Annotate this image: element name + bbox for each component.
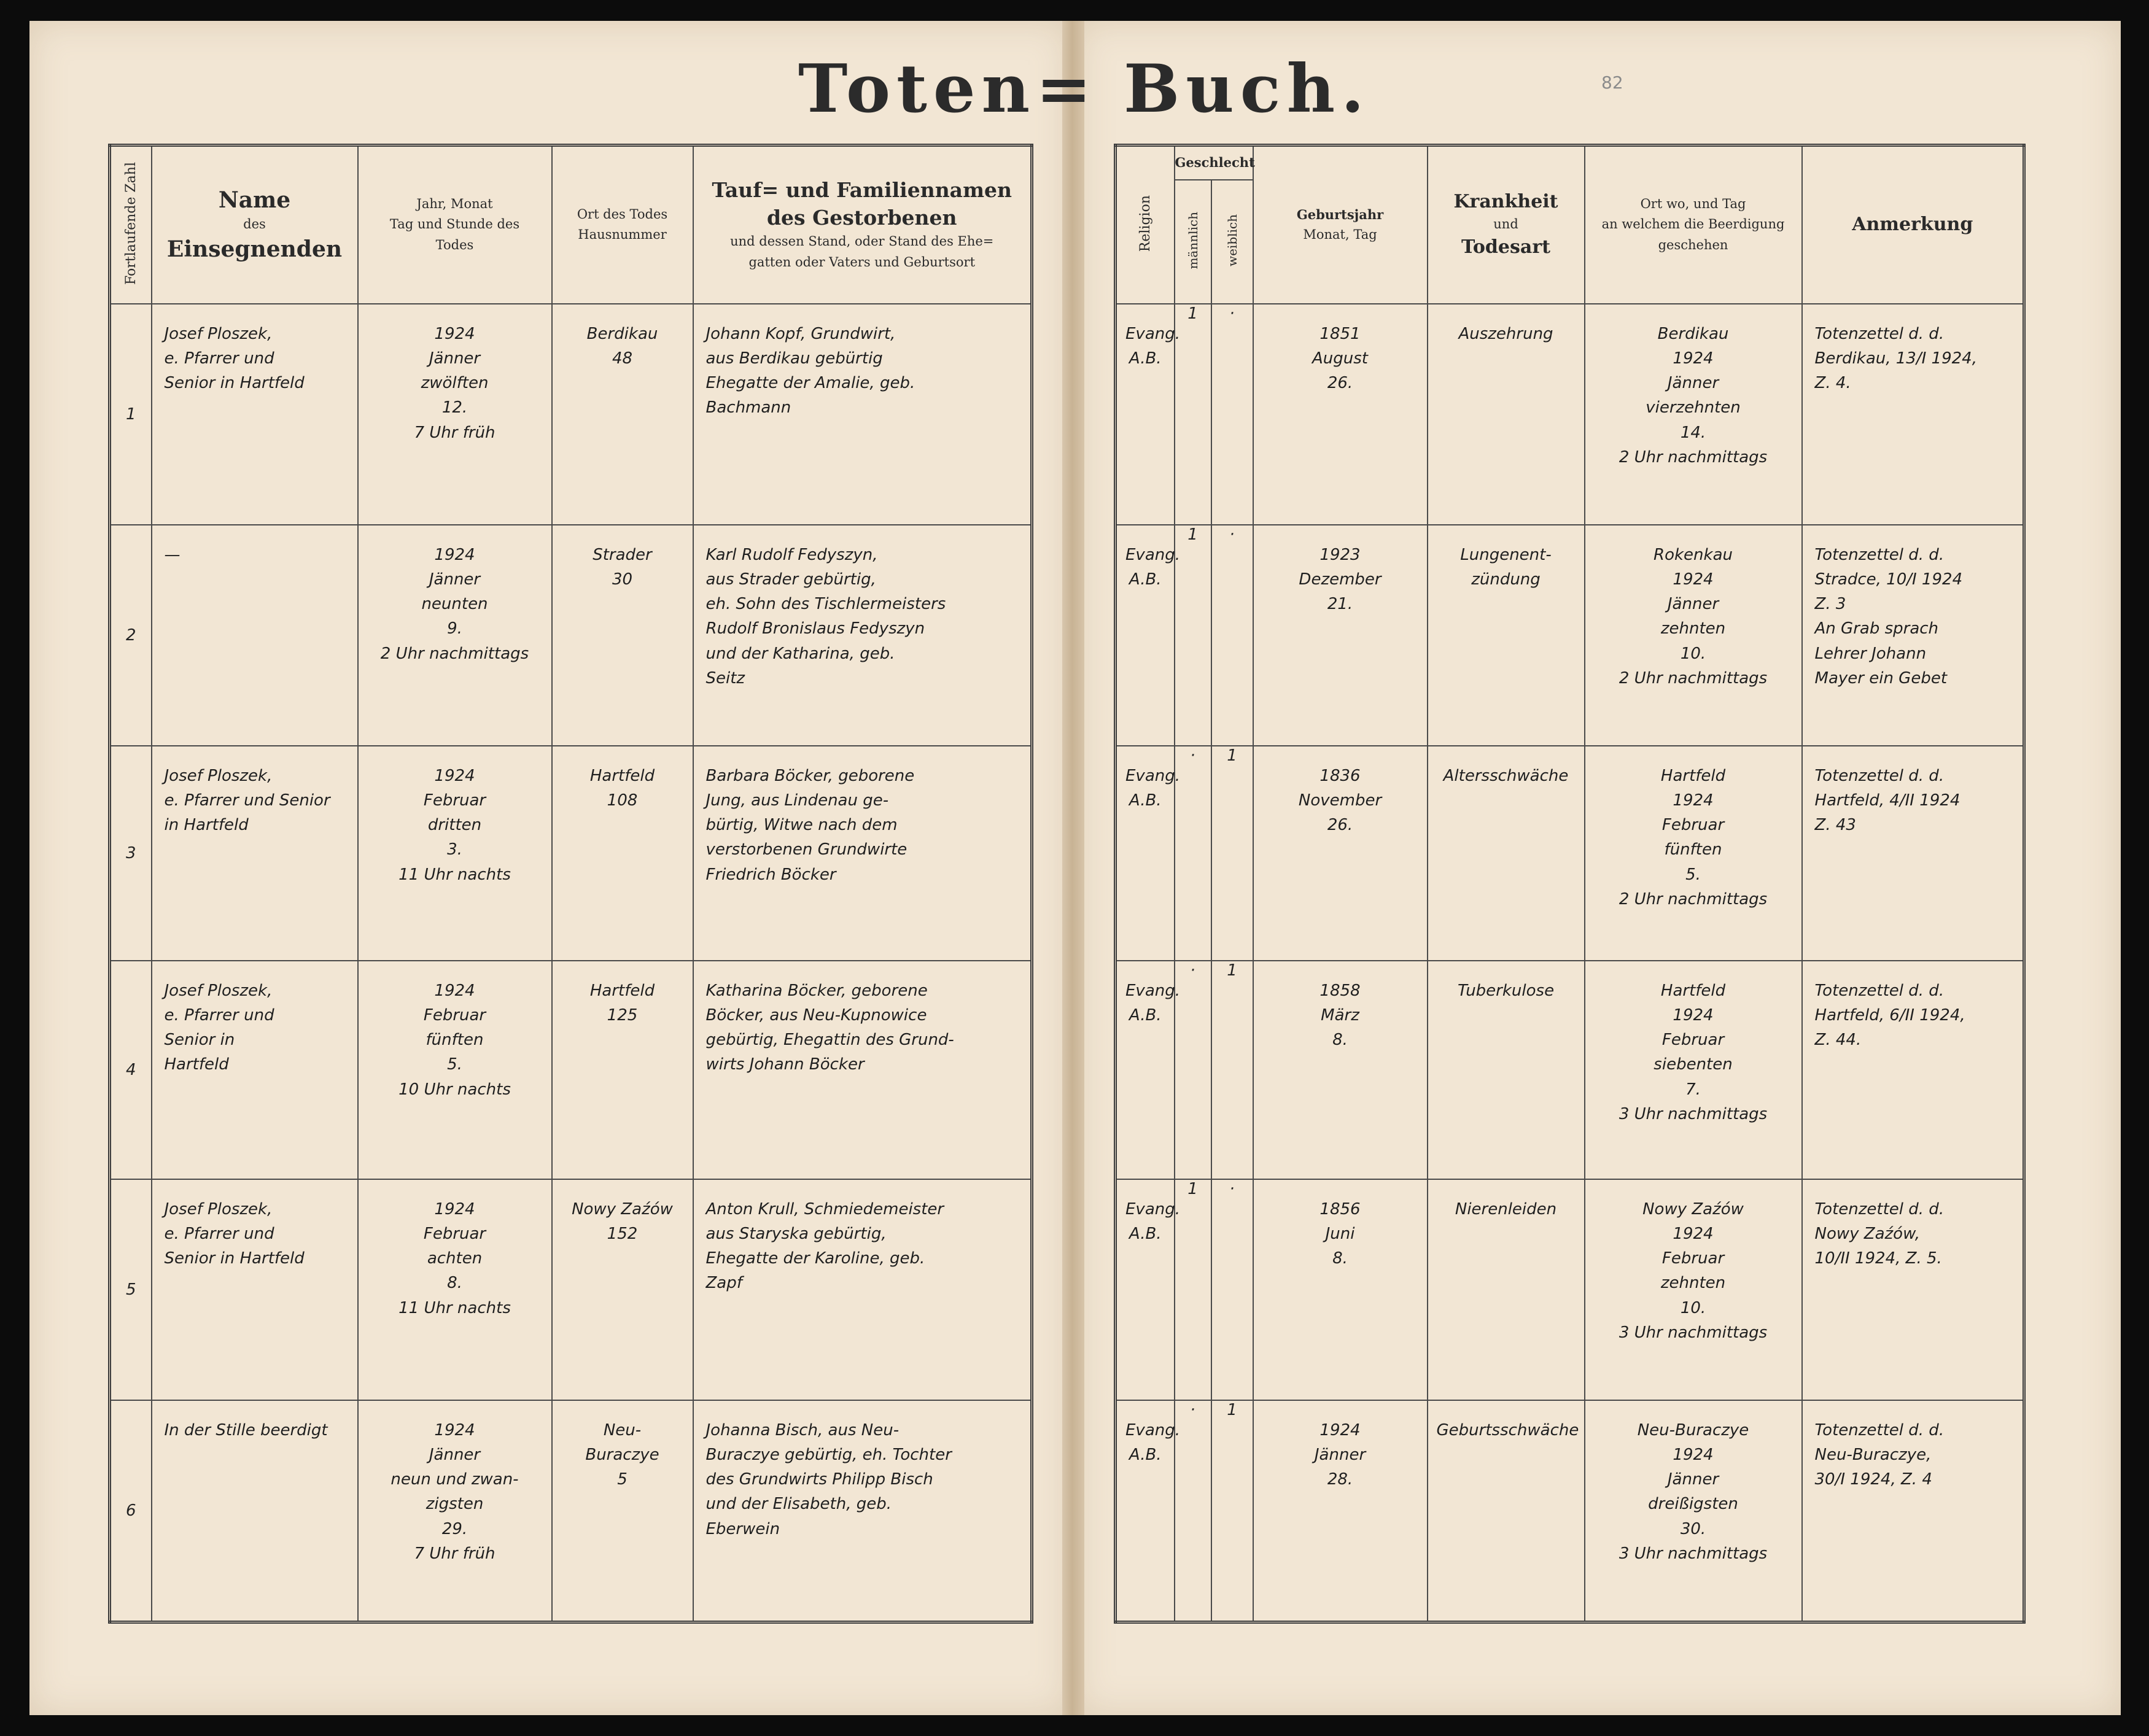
death-date-cell — [358, 304, 552, 525]
religion-cell — [1116, 1400, 1180, 1622]
female-mark: · — [1211, 304, 1253, 525]
death-date-cell-line: achten — [427, 1249, 483, 1268]
header-beerdigung: Ort wo, und Tag an welchem die Beerdigung geschehen — [1585, 145, 1802, 304]
religion-cell — [1116, 1179, 1180, 1400]
death-date-cell-line: 7 Uhr früh — [414, 423, 495, 442]
entry-number: 5 — [110, 1179, 152, 1400]
remark-cell — [1802, 746, 2024, 961]
birth-date-cell-line: Dezember — [1299, 570, 1382, 589]
deceased-name-cell-line: und der Katharina, geb. — [705, 644, 895, 663]
death-date-cell-line: 29. — [441, 1519, 468, 1538]
birth-date-cell-line: November — [1298, 791, 1382, 810]
religion-cell-line: A.B. — [1129, 791, 1162, 810]
deceased-name-cell-line: Ehegatte der Karoline, geb. — [705, 1249, 925, 1268]
cause-of-death-cell — [1428, 304, 1585, 525]
remark-cell-line: 30/I 1924, Z. 4 — [1814, 1470, 1932, 1489]
page-number: 82 — [1601, 72, 1623, 93]
title-right: Buch. — [1124, 50, 1370, 128]
burial-cell-line: 2 Uhr nachmittags — [1619, 889, 1768, 909]
burial-cell-line: 3 Uhr nachmittags — [1619, 1323, 1768, 1342]
religion-cell-line: Evang. — [1125, 1199, 1180, 1219]
death-date-cell-line: Februar — [423, 1224, 486, 1243]
burial-cell — [1585, 1179, 1802, 1400]
burial-cell-line: 3 Uhr nachmittags — [1619, 1544, 1768, 1563]
burial-cell-line: 10. — [1680, 644, 1706, 663]
death-date-cell — [358, 525, 552, 746]
einsegnender-cell-line: e. Pfarrer und — [164, 349, 274, 368]
death-date-cell-line: 8. — [447, 1274, 462, 1293]
cause-of-death-cell — [1428, 961, 1585, 1179]
male-mark: · — [1175, 1400, 1211, 1622]
register-table-left — [108, 144, 1033, 1624]
death-date-cell-line: 1924 — [434, 324, 475, 343]
cause-of-death-cell-line: Auszehrung — [1458, 324, 1553, 343]
burial-cell-line: Februar — [1661, 1031, 1725, 1050]
burial-cell-line: 7. — [1685, 1080, 1701, 1099]
deceased-name-cell-line: Seitz — [705, 668, 745, 688]
death-place-cell-line: Nowy Zaźów — [572, 1199, 673, 1219]
remark-cell-line: Hartfeld, 4/II 1924 — [1814, 791, 1961, 810]
death-date-cell-line: fünften — [426, 1031, 484, 1050]
header-religion: Religion — [1116, 145, 1175, 304]
death-date-cell-line: 1924 — [434, 981, 475, 1000]
religion-cell-line: A.B. — [1129, 1006, 1162, 1025]
birth-date-cell — [1253, 1179, 1428, 1400]
einsegnender-cell — [152, 304, 358, 525]
einsegnender-cell-line: in Hartfeld — [164, 816, 249, 835]
table-row — [1116, 525, 2024, 746]
death-place-cell-line: Berdikau — [586, 324, 658, 343]
deceased-name-cell-line: Anton Krull, Schmiedemeister — [705, 1199, 944, 1219]
religion-cell-line: Evang. — [1125, 1420, 1180, 1440]
burial-cell-line: Jänner — [1667, 595, 1719, 614]
death-place-cell-line: Hartfeld — [589, 981, 655, 1000]
title-left: Toten= — [798, 50, 1098, 128]
deceased-name-cell — [693, 304, 1032, 525]
birth-date-cell-line: 1858 — [1319, 981, 1361, 1000]
death-place-cell — [552, 746, 693, 961]
deceased-name-cell — [693, 525, 1032, 746]
burial-cell — [1585, 304, 1802, 525]
einsegnender-cell — [152, 525, 358, 746]
header-tauf: Tauf= und Familiennamen des Gestorbenen und dessen Stand, oder Stand des Ehe= gatten oder Vaters und Geburtsort — [693, 145, 1032, 304]
religion-cell — [1116, 304, 1180, 525]
death-date-cell — [358, 746, 552, 961]
burial-cell-line: Februar — [1661, 1249, 1725, 1268]
burial-cell-line: Jänner — [1667, 1470, 1719, 1489]
burial-cell-line: 14. — [1680, 423, 1706, 442]
religion-cell-line: Evang. — [1125, 981, 1180, 1000]
deceased-name-cell-line: Zapf — [705, 1274, 742, 1293]
deceased-name-cell-line: Johann Kopf, Grundwirt, — [705, 324, 896, 343]
entry-number: 3 — [110, 746, 152, 961]
death-date-cell — [358, 1179, 552, 1400]
cause-of-death-cell-line: Tuberkulose — [1457, 981, 1555, 1000]
entry-number: 4 — [110, 961, 152, 1179]
female-mark: · — [1211, 1179, 1253, 1400]
death-place-cell — [552, 1179, 693, 1400]
female-mark: 1 — [1211, 1400, 1253, 1622]
einsegnender-cell — [152, 961, 358, 1179]
birth-date-cell-line: März — [1321, 1006, 1359, 1025]
birth-date-cell-line: 26. — [1327, 374, 1353, 393]
birth-date-cell-line: 1836 — [1319, 766, 1361, 785]
burial-cell-line: zehnten — [1660, 619, 1726, 638]
death-date-cell-line: 7 Uhr früh — [414, 1544, 495, 1563]
remark-cell-line: Totenzettel d. d. — [1814, 1199, 1945, 1219]
remark-cell-line: Z. 44. — [1814, 1031, 1862, 1050]
death-place-cell-line: 5 — [617, 1470, 628, 1489]
remark-cell-line: Totenzettel d. d. — [1814, 981, 1945, 1000]
birth-date-cell — [1253, 304, 1428, 525]
birth-date-cell-line: 8. — [1332, 1031, 1348, 1050]
death-date-cell-line: 1924 — [434, 766, 475, 785]
header-krankheit: Krankheit und Todesart — [1428, 145, 1585, 304]
cause-of-death-cell-line: Altersschwäche — [1443, 766, 1569, 785]
remark-cell-line: 10/II 1924, Z. 5. — [1814, 1249, 1942, 1268]
remark-cell-line: Z. 3 — [1814, 595, 1846, 614]
burial-cell-line: Jänner — [1667, 374, 1719, 393]
death-date-cell-line: 1924 — [434, 545, 475, 564]
burial-cell-line: 1924 — [1673, 349, 1714, 368]
religion-cell — [1116, 746, 1180, 961]
table-row — [110, 746, 1032, 961]
einsegnender-cell-line: Josef Ploszek, — [164, 324, 273, 343]
male-mark: 1 — [1175, 525, 1211, 746]
birth-date-cell-line: 1924 — [1319, 1420, 1361, 1440]
header-fortlaufende-zahl: Fortlaufende Zahl — [110, 145, 152, 304]
deceased-name-cell-line: verstorbenen Grundwirte — [705, 840, 907, 859]
burial-cell-line: 1924 — [1673, 570, 1714, 589]
burial-cell-line: 1924 — [1673, 1224, 1714, 1243]
burial-cell-line: Berdikau — [1657, 324, 1729, 343]
death-date-cell-line: 1924 — [434, 1420, 475, 1440]
birth-date-cell-line: 1923 — [1319, 545, 1361, 564]
table-row — [110, 1400, 1032, 1622]
remark-cell-line: Stradce, 10/I 1924 — [1814, 570, 1963, 589]
death-place-cell-line: Strader — [593, 545, 652, 564]
header-jahr: Jahr, Monat Tag und Stunde des Todes — [358, 145, 552, 304]
burial-cell-line: 1924 — [1673, 791, 1714, 810]
religion-cell-line: A.B. — [1129, 1224, 1162, 1243]
deceased-name-cell-line: Ehegatte der Amalie, geb. — [705, 374, 915, 393]
remark-cell-line: Totenzettel d. d. — [1814, 324, 1945, 343]
death-place-cell-line: Neu- — [603, 1420, 642, 1440]
deceased-name-cell-line: Jung, aus Lindenau ge- — [705, 791, 889, 810]
burial-cell-line: 3 Uhr nachmittags — [1619, 1104, 1768, 1123]
deceased-name-cell-line: aus Staryska gebürtig, — [705, 1224, 887, 1243]
deceased-name-cell — [693, 1179, 1032, 1400]
burial-cell-line: fünften — [1664, 840, 1722, 859]
header-row-left — [110, 145, 1032, 304]
table-row — [110, 525, 1032, 746]
burial-cell-line: Hartfeld — [1660, 766, 1726, 785]
cause-of-death-cell — [1428, 525, 1585, 746]
register-table-right — [1114, 144, 2026, 1624]
cause-of-death-cell-line: zündung — [1471, 570, 1541, 589]
death-place-cell-line: 48 — [612, 349, 633, 368]
deceased-name-cell-line: und der Elisabeth, geb. — [705, 1495, 892, 1514]
burial-cell-line: Rokenkau — [1654, 545, 1733, 564]
cause-of-death-cell — [1428, 746, 1585, 961]
death-date-cell-line: Jänner — [429, 1445, 481, 1464]
female-mark: 1 — [1211, 746, 1253, 961]
death-place-cell-line: 125 — [607, 1006, 638, 1025]
death-date-cell-line: 1924 — [434, 1199, 475, 1219]
death-date-cell-line: zwölften — [421, 374, 489, 393]
header-geschlecht: Geschlecht — [1175, 145, 1253, 180]
header-name: Name des Einsegnenden — [152, 145, 358, 304]
remark-cell — [1802, 304, 2024, 525]
death-date-cell-line: 2 Uhr nachmittags — [380, 644, 529, 663]
deceased-name-cell-line: Barbara Böcker, geborene — [705, 766, 915, 785]
death-place-cell-line: Hartfeld — [589, 766, 655, 785]
birth-date-cell-line: 28. — [1327, 1470, 1353, 1489]
table-row — [1116, 746, 2024, 961]
einsegnender-cell-line: Senior in Hartfeld — [164, 1249, 305, 1268]
death-place-cell-line: 30 — [612, 570, 633, 589]
birth-date-cell-line: 26. — [1327, 816, 1353, 835]
burial-cell-line: 2 Uhr nachmittags — [1619, 668, 1768, 688]
death-date-cell-line: 11 Uhr nachts — [398, 865, 511, 884]
deceased-name-cell-line: bürtig, Witwe nach dem — [705, 816, 898, 835]
deceased-name-cell — [693, 746, 1032, 961]
death-place-cell-line: 152 — [607, 1224, 638, 1243]
burial-cell-line: Februar — [1661, 816, 1725, 835]
male-mark: · — [1175, 746, 1211, 961]
remark-cell-line: Neu-Buraczye, — [1814, 1445, 1932, 1464]
cause-of-death-cell — [1428, 1179, 1585, 1400]
religion-cell-line: Evang. — [1125, 766, 1180, 785]
death-place-cell — [552, 961, 693, 1179]
death-date-cell-line: Jänner — [429, 349, 481, 368]
male-mark: 1 — [1175, 1179, 1211, 1400]
remark-cell-line: Z. 4. — [1814, 374, 1851, 393]
deceased-name-cell-line: wirts Johann Böcker — [705, 1055, 865, 1074]
entry-number: 1 — [110, 304, 152, 525]
death-date-cell — [358, 961, 552, 1179]
death-place-cell-line: 108 — [607, 791, 638, 810]
remark-cell-line: An Grab sprach — [1814, 619, 1939, 638]
remark-cell-line: Totenzettel d. d. — [1814, 766, 1945, 785]
deceased-name-cell-line: aus Strader gebürtig, — [705, 570, 876, 589]
burial-cell-line: 10. — [1680, 1298, 1706, 1317]
death-date-cell-line: Februar — [423, 791, 486, 810]
death-place-cell — [552, 304, 693, 525]
burial-cell-line: siebenten — [1654, 1055, 1733, 1074]
death-place-cell-line: Buraczye — [585, 1445, 659, 1464]
cause-of-death-cell-line: Geburtsschwäche — [1436, 1420, 1579, 1440]
death-date-cell-line: neun und zwan- — [391, 1470, 519, 1489]
deceased-name-cell-line: Johanna Bisch, aus Neu- — [705, 1420, 900, 1440]
birth-date-cell-line: Jänner — [1314, 1445, 1366, 1464]
death-date-cell-line: Februar — [423, 1006, 486, 1025]
deceased-name-cell-line: Karl Rudolf Fedyszyn, — [705, 545, 878, 564]
burial-cell — [1585, 746, 1802, 961]
burial-cell-line: Neu-Buraczye — [1637, 1420, 1749, 1440]
death-date-cell-line: 5. — [447, 1055, 462, 1074]
einsegnender-cell-line: — — [164, 545, 181, 564]
death-date-cell-line: 12. — [441, 398, 468, 417]
cause-of-death-cell — [1428, 1400, 1585, 1622]
burial-cell-line: dreißigsten — [1648, 1495, 1738, 1514]
death-date-cell-line: 11 Uhr nachts — [398, 1298, 511, 1317]
deceased-name-cell-line: aus Berdikau gebürtig — [705, 349, 883, 368]
religion-cell — [1116, 961, 1180, 1179]
burial-cell — [1585, 961, 1802, 1179]
death-date-cell-line: zigsten — [426, 1495, 484, 1514]
remark-cell-line: Totenzettel d. d. — [1814, 545, 1945, 564]
einsegnender-cell-line: Senior in — [164, 1031, 235, 1050]
deceased-name-cell-line: Eberwein — [705, 1519, 780, 1538]
cause-of-death-cell-line: Lungenent- — [1460, 545, 1552, 564]
remark-cell-line: Lehrer Johann — [1814, 644, 1927, 663]
deceased-name-cell-line: Friedrich Böcker — [705, 865, 836, 884]
remark-cell-line: Hartfeld, 6/II 1924, — [1814, 1006, 1965, 1025]
deceased-name-cell-line: Buraczye gebürtig, eh. Tochter — [705, 1445, 952, 1464]
religion-cell-line: A.B. — [1129, 570, 1162, 589]
birth-date-cell-line: 8. — [1332, 1249, 1348, 1268]
female-mark: 1 — [1211, 961, 1253, 1179]
deceased-name-cell-line: eh. Sohn des Tischlermeisters — [705, 595, 946, 614]
death-place-cell — [552, 525, 693, 746]
table-row — [110, 1179, 1032, 1400]
religion-cell-line: A.B. — [1129, 349, 1162, 368]
remark-cell-line: Totenzettel d. d. — [1814, 1420, 1945, 1440]
burial-cell — [1585, 525, 1802, 746]
birth-date-cell — [1253, 961, 1428, 1179]
einsegnender-cell-line: Senior in Hartfeld — [164, 374, 305, 393]
remark-cell — [1802, 1400, 2024, 1622]
table-row — [1116, 961, 2024, 1179]
burial-cell-line: 5. — [1685, 865, 1701, 884]
entry-number: 6 — [110, 1400, 152, 1622]
burial-cell-line: Hartfeld — [1660, 981, 1726, 1000]
death-date-cell-line: 3. — [447, 840, 462, 859]
einsegnender-cell-line: e. Pfarrer und Senior — [164, 791, 330, 810]
death-date-cell-line: 9. — [447, 619, 462, 638]
deceased-name-cell-line: Böcker, aus Neu-Kupnowice — [705, 1006, 927, 1025]
einsegnender-cell — [152, 1400, 358, 1622]
header-row-right-top — [1116, 145, 2024, 180]
birth-date-cell-line: 21. — [1327, 595, 1353, 614]
burial-cell-line: vierzehnten — [1646, 398, 1741, 417]
einsegnender-cell-line: In der Stille beerdigt — [164, 1420, 328, 1440]
death-date-cell-line: Jänner — [429, 570, 481, 589]
remark-cell-line: Mayer ein Gebet — [1814, 668, 1948, 688]
remark-cell-line: Berdikau, 13/I 1924, — [1814, 349, 1977, 368]
remark-cell — [1802, 961, 2024, 1179]
header-weiblich: weiblich — [1211, 180, 1253, 304]
death-date-cell-line: dritten — [427, 816, 482, 835]
einsegnender-cell-line: Josef Ploszek, — [164, 766, 273, 785]
einsegnender-cell-line: e. Pfarrer und — [164, 1224, 274, 1243]
burial-cell-line: Nowy Zaźów — [1642, 1199, 1744, 1219]
table-row — [1116, 304, 2024, 525]
death-date-cell-line: neunten — [421, 595, 488, 614]
burial-cell-line: 2 Uhr nachmittags — [1619, 448, 1768, 467]
header-geburtsjahr: Geburtsjahr Monat, Tag — [1253, 145, 1428, 304]
burial-cell-line: 30. — [1680, 1519, 1706, 1538]
einsegnender-cell-line: e. Pfarrer und — [164, 1006, 274, 1025]
remark-cell-line: Z. 43 — [1814, 816, 1856, 835]
death-date-cell — [358, 1400, 552, 1622]
einsegnender-cell-line: Hartfeld — [164, 1055, 229, 1074]
birth-date-cell — [1253, 1400, 1428, 1622]
deceased-name-cell-line: gebürtig, Ehegattin des Grund- — [705, 1031, 954, 1050]
death-date-cell-line: 10 Uhr nachts — [398, 1080, 511, 1099]
burial-cell-line: 1924 — [1673, 1445, 1714, 1464]
book-gutter — [1062, 21, 1084, 1715]
table-row — [110, 304, 1032, 525]
table-row — [1116, 1400, 2024, 1622]
birth-date-cell — [1253, 746, 1428, 961]
deceased-name-cell — [693, 1400, 1032, 1622]
burial-cell — [1585, 1400, 1802, 1622]
male-mark: · — [1175, 961, 1211, 1179]
einsegnender-cell-line: Josef Ploszek, — [164, 981, 273, 1000]
birth-date-cell-line: 1856 — [1319, 1199, 1361, 1219]
table-row — [110, 961, 1032, 1179]
einsegnender-cell — [152, 746, 358, 961]
burial-cell-line: 1924 — [1673, 1006, 1714, 1025]
religion-cell-line: Evang. — [1125, 324, 1180, 343]
religion-cell-line: A.B. — [1129, 1445, 1162, 1464]
male-mark: 1 — [1175, 304, 1211, 525]
death-place-cell — [552, 1400, 693, 1622]
remark-cell-line: Nowy Zaźów, — [1814, 1224, 1920, 1243]
deceased-name-cell — [693, 961, 1032, 1179]
birth-date-cell-line: 1851 — [1319, 324, 1361, 343]
entry-number: 2 — [110, 525, 152, 746]
header-ort: Ort des Todes Hausnummer — [552, 145, 693, 304]
deceased-name-cell-line: Rudolf Bronislaus Fedyszyn — [705, 619, 925, 638]
religion-cell-line: Evang. — [1125, 545, 1180, 564]
header-anmerkung: Anmerkung — [1802, 145, 2024, 304]
birth-date-cell-line: August — [1312, 349, 1369, 368]
einsegnender-cell — [152, 1179, 358, 1400]
einsegnender-cell-line: Josef Ploszek, — [164, 1199, 273, 1219]
deceased-name-cell-line: Katharina Böcker, geborene — [705, 981, 928, 1000]
birth-date-cell — [1253, 525, 1428, 746]
female-mark: · — [1211, 525, 1253, 746]
burial-cell-line: zehnten — [1660, 1274, 1726, 1293]
remark-cell — [1802, 525, 2024, 746]
religion-cell — [1116, 525, 1180, 746]
cause-of-death-cell-line: Nierenleiden — [1455, 1199, 1557, 1219]
deceased-name-cell-line: des Grundwirts Philipp Bisch — [705, 1470, 933, 1489]
header-maennlich: männlich — [1175, 180, 1211, 304]
table-row — [1116, 1179, 2024, 1400]
birth-date-cell-line: Juni — [1325, 1224, 1355, 1243]
deceased-name-cell-line: Bachmann — [705, 398, 791, 417]
remark-cell — [1802, 1179, 2024, 1400]
